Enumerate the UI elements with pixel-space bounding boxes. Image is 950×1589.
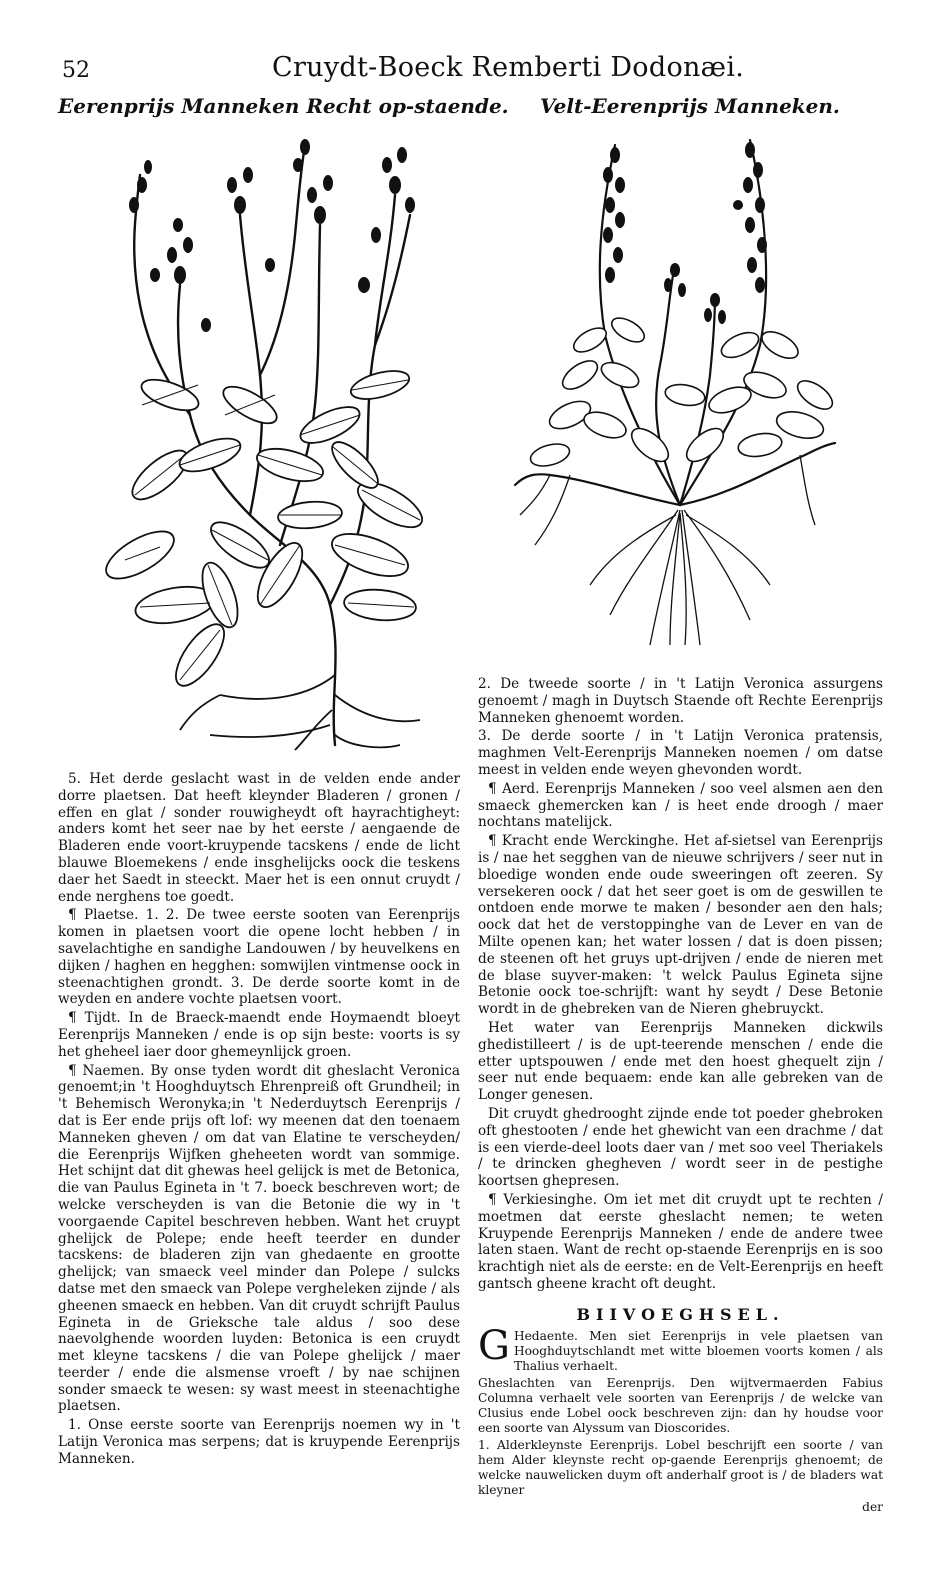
paragraph: 3. De derde soorte / in 't Latijn Veronica pratensis, maghmen Velt-Eerenprijs Manneken noemen / om datse meest in velden ende weyen ghevonden wordt. xyxy=(478,728,883,778)
paragraph: Het water van Eerenprijs Manneken dickwils ghedistilleert / is de upt-teerende menschen / ende die etter uptspouwen / ende met den hoest ghequelt zijn / seer nut ende bequaem: ende kan alle gebreken van de Longer genesen. xyxy=(478,1019,883,1104)
woodcut-illustration-field-speedwell xyxy=(510,125,840,650)
paragraph: 1. Onse eerste soorte van Eerenprijs noemen wy in 't Latijn Veronica mas serpens; dat is kruypende Eerenprijs Manneken. xyxy=(58,1417,460,1467)
caption-left: Eerenprijs Manneken Recht op-staende. xyxy=(58,94,509,118)
paragraph: ¶ Aerd. Eerenprijs Manneken / soo veel alsmen aen den smaeck ghemercken kan / is heet ende droogh / maer nochtans matelijck. xyxy=(478,780,883,831)
appendix-block xyxy=(478,1323,883,1515)
caption-right: Velt-Eerenprijs Manneken. xyxy=(540,94,840,118)
running-title: Cruydt-Boeck Remberti Dodonæi. xyxy=(272,52,745,83)
paragraph: ¶ Plaetse. 1. 2. De twee eerste sooten van Eerenprijs komen in plaetsen voort die opene locht hebben / in savelachtighe en sandighe Landouwen / by heuvelkens en dijken / haghen en hegghen: somwijlen vintmense oock in steenachtighen grondt. 3. De derde soorte komt in de weyden en andere vochte plaetsen voort. xyxy=(58,907,460,1008)
paragraph: 5. Het derde geslacht wast in de velden ende ander dorre plaetsen. Dat heeft kleynder Bladeren / gronen / effen en glat / sonder rouwigheydt oft hayrachtigheyt: anders komt het seer nae by het eerste / aengaende de Bladeren ende voort-kruypende tacskens / ende de licht blauwe Bloemekens / ende insghelijcks oock die teskens daer het Saedt in steeckt. Maer het is een onnut cruydt / ende nerghens toe goedt. xyxy=(58,771,460,905)
paragraph: Dit cruydt ghedrooght zijnde ende tot poeder ghebroken oft ghestooten / ende het ghewicht van een drachme / dat is een vierde-deel loots daer van / met soo veel Theriakels / te drincken ghegheven / wordt seer in de pestighe koortsen ghepresen. xyxy=(478,1105,883,1190)
right-text-column xyxy=(478,676,883,1515)
page-number: 52 xyxy=(62,58,90,83)
paragraph: ¶ Kracht ende Werckinghe. Het af-sietsel van Eerenprijs is / nae het segghen van de nieuwe schrijvers / seer nut in bloedige wonden ende oude sweeringen oft zeeren. Sy versekeren oock / dat het seer goet is om de geswillen te ontdoen ende morwe te maken / besonder aen den hals; oock dat het de verstoppinghe van de Lever en van de Milte openen kan; het water lossen / dat is doen pissen; de steenen oft het gruys upt-drijven / ende de nieren met de blase suyver-maken: 't welck Paulus Egineta sijne Betonie oock toe-schrijft: want hy seydt / Dese Betonie wordt in de ghebreken van de Nieren ghebruyckt. xyxy=(478,833,883,1018)
appendix-paragraph: 1. Alderkleynste Eerenprijs. Lobel beschrijft een soorte / van hem Alder kleynste recht op-gaende Eerenprijs ghenoemt; de welcke nauwelicken duym oft anderhalf groot is / de bladers wat kleyner xyxy=(478,1438,883,1498)
appendix-heading: BIIVOEGHSEL. xyxy=(576,1304,785,1324)
appendix-paragraph xyxy=(478,1323,883,1374)
appendix-paragraph-text: Hedaente. Men siet Eerenprijs in vele plaetsen van Hooghduytschlandt met witte bloemen voorts komen / als Thalius verhaelt. xyxy=(513,1329,883,1374)
paragraph: ¶ Naemen. By onse tyden wordt dit gheslacht Veronica genoemt;in 't Hooghduytsch Ehrenpreiß oft Grundheil; in 't Behemisch Weronyka;in 't Nederduytsch Eerenprijs / dat is Eer ende prijs oft lof: wy meenen dat den toenaem Manneken gheven / om dat van Elatine te verscheyden/ die Eerenprijs Wijfken gheheeten wordt van sommige. Het schijnt dat dit ghewas heel gelijck is met de Betonica, die van Paulus Egineta in 't 7. boeck beschreven wort; de welcke verscheyden is van die Betonie die wy in 't voorgaende Capitel beschreven hebben. Want het cruypt ghelijck de Polepe; ende heeft teerder en dunder tacskens: de bladeren zijn van ghedaente en grootte ghelijck; van smaeck veel minder dan Polepe / sulcks datse met den smaeck van Polepe vergheleken zijnde / als gheenen smaeck en hebben. Van dit cruydt schrijft Paulus Egineta in de Grieksche tale aldus / soo dese naevolghende woorden luyden: Betonica is een cruydt met kleyne tacskens / die van Polepe ghelijck / maer teerder / ende die alsmense vroeft / by nae schijnen sonder smaeck te wesen: sy wast meest in steenachtighe plaetsen. xyxy=(58,1062,460,1415)
paragraph: ¶ Tijdt. In de Braeck-maendt ende Hoymaendt bloeyt Eerenprijs Manneken / ende is op sijn beste: voorts is sy het gheheel iaer door ghemeynlijck groen. xyxy=(58,1010,460,1060)
woodcut-illustration-upright-speedwell xyxy=(80,135,430,755)
paragraph: ¶ Verkiesinghe. Om iet met dit cruydt upt te rechten / moetmen dat eerste gheslacht nemen; te weten Kruypende Eerenprijs Manneken / ende de andere twee laten staen. Want de recht op-staende Eerenprijs en is soo krachtigh niet als de eerste: en de Velt-Eerenprijs en heeft gantsch gheene kracht oft deught. xyxy=(478,1191,883,1292)
appendix-paragraph: Gheslachten van Eerenprijs. Den wijtvermaerden Fabius Columna verhaelt vele soorten van Eerenprijs / de welcke van Clusius ende Lobel oock beschreven zijn: dan hy houdse voor een soorte van Alyssum van Dioscorides. xyxy=(478,1376,883,1436)
paragraph: 2. De tweede soorte / in 't Latijn Veronica assurgens genoemt / magh in Duytsch Staende oft Rechte Eerenprijs Manneken ghenoemt worden. xyxy=(478,676,883,726)
left-text-column xyxy=(58,771,460,1470)
drop-cap: G xyxy=(478,1323,510,1370)
catchword: der xyxy=(862,1500,883,1515)
